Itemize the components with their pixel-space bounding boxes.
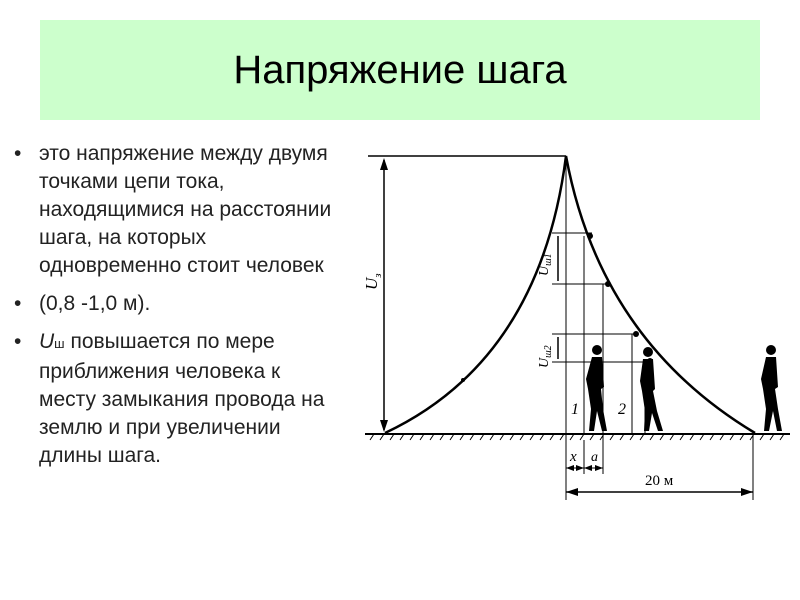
person-1-icon xyxy=(586,345,607,431)
title-banner xyxy=(40,20,760,120)
bullet-increase xyxy=(12,328,342,470)
bullet-dot-icon: • xyxy=(14,330,22,353)
step-voltage-symbol-sub: ш xyxy=(54,336,65,351)
bullet-step-length xyxy=(12,290,342,318)
ush1-label: $U_{ш1}$ xyxy=(537,253,554,276)
x-label: x xyxy=(570,449,577,465)
bullet-step-length-text: (0,8 -1,0 м). xyxy=(39,292,151,315)
bullet-definition-text: это напряжение между двумя точками цепи тока, находящимися на расстоянии шага, на которых одновременно стоит человек xyxy=(39,142,332,277)
step-voltage-dimensions xyxy=(552,233,652,362)
projection-lines xyxy=(566,158,753,500)
bullet-list xyxy=(12,140,342,480)
potential-curve xyxy=(385,156,755,433)
distance-20m xyxy=(566,488,753,496)
bullet-dot-icon: • xyxy=(14,292,22,315)
slide-title: Напряжение шага xyxy=(233,47,567,92)
step-voltage-symbol: U xyxy=(39,330,55,353)
person-2-icon xyxy=(640,347,663,431)
ground xyxy=(365,434,790,440)
bullet-definition xyxy=(12,140,342,280)
ush2-label: $U_{ш2}$ xyxy=(537,345,554,368)
bullet-dot-icon: • xyxy=(14,142,22,165)
bullet-increase-text: повышается по мере приближения человека к месту замыкания провода на землю и при увеличении длины шага. xyxy=(39,330,325,467)
step-voltage-diagram xyxy=(350,140,800,510)
person-3-icon xyxy=(761,345,782,431)
uz-label: $U_з$ xyxy=(362,273,384,290)
uz-dimension xyxy=(368,156,566,432)
person-2-label: 2 xyxy=(618,401,626,418)
person-1-label: 1 xyxy=(571,401,579,418)
distance-label: 20 м xyxy=(645,473,674,489)
a-label: a xyxy=(591,450,598,465)
